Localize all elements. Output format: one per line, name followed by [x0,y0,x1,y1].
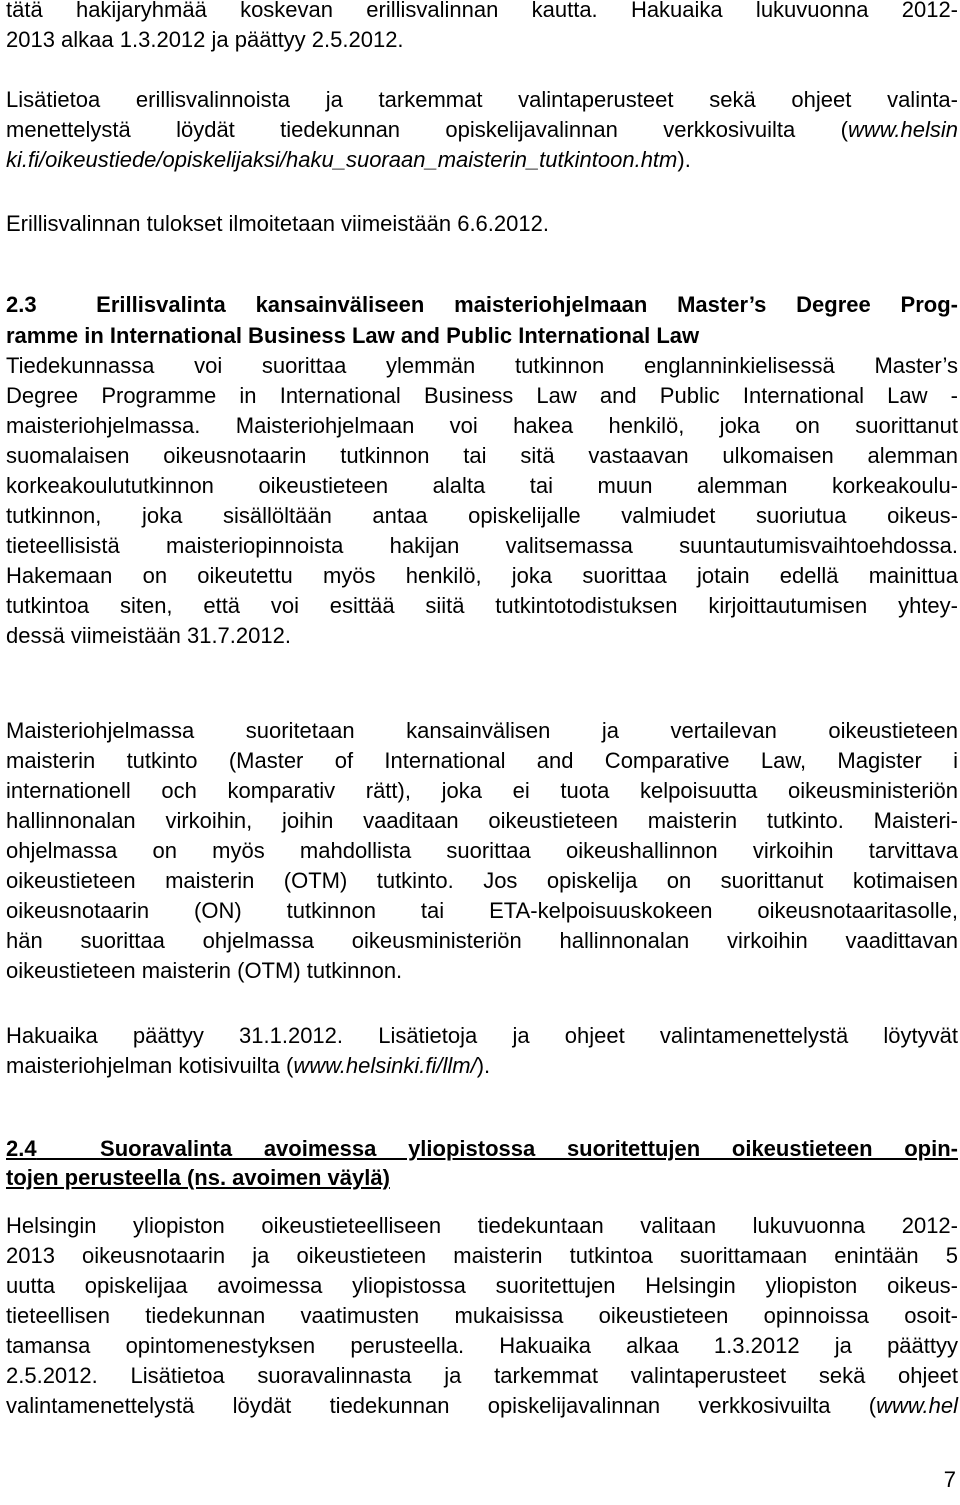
paragraph-line: korkeakoulututkinnon oikeustieteen alalta tai muun alemman korkeakoulu- [6,473,958,498]
section-heading-line: tojen perusteella (ns. avoimen väylä) [6,1165,390,1190]
section-heading-2-4 [6,1133,958,1192]
paragraph-line-text: valintamenettelystä löydät tiedekunnan opiskelijavalinnan verkkosivuilta ( [6,1393,877,1418]
info-paragraph [6,85,958,175]
paragraph-line [6,1051,958,1081]
section-title: Suoravalinta avoimessa yliopistossa suoritettujen oikeustieteen opin- [100,1136,958,1161]
section-heading-2-3 [6,289,958,351]
intro-paragraph [6,0,958,55]
paragraph-line: hallinnonalan virkoihin, joihin vaaditaan oikeustieteen maisterin tutkinto. Maisteri- [6,808,958,833]
intro-line: tätä hakijaryhmää koskevan erillisvalinnan kautta. Hakuaika lukuvuonna 2012- [6,0,958,22]
info-line-text: ). [677,147,691,172]
paragraph-line: tieteellisen tiedekunnan vaatimusten mukaisissa oikeustieteen opinnoissa osoit- [6,1303,958,1328]
paragraph-line: tamansa opintomenestyksen perusteella. Hakuaika alkaa 1.3.2012 ja päättyy [6,1333,958,1358]
paragraph-line: tutkintoa siten, että voi esittää siitä tutkintotodistuksen kirjoittautumisen yhtey- [6,593,958,618]
website-link[interactable]: www.hel [876,1393,958,1418]
info-line [6,115,958,145]
website-link[interactable]: ki.fi/oikeustiede/opiskelijaksi/haku_suoraan_maisterin_tutkintoon.htm [6,147,678,172]
paragraph-line: Hakemaan on oikeutettu myös henkilö, joka suorittaa jotain edellä mainittua [6,563,958,588]
section-number: 2.4 [6,1136,37,1161]
section-2-3-paragraph-1 [6,351,958,651]
section-heading-line [6,289,958,320]
paragraph-line-text: maisteriohjelman kotisivuilta ( [6,1053,294,1078]
section-2-3-deadline [6,1021,958,1081]
paragraph-line: uutta opiskelijaa avoimessa yliopistossa suoritettujen Helsingin yliopiston oikeus- [6,1273,958,1298]
results-notice-text: Erillisvalinnan tulokset ilmoitetaan viimeistään 6.6.2012. [6,211,549,236]
paragraph-line: internationell och komparativ rätt), joka ei tuota kelpoisuutta oikeusministeriön [6,778,958,803]
llm-website-link[interactable]: www.helsinki.fi/llm/ [293,1053,477,1078]
paragraph-line-text: ). [476,1053,491,1078]
paragraph-line: oikeustieteen maisterin (OTM) tutkinto. Jos opiskelija on suorittanut kotimaisen [6,868,958,893]
paragraph-line: Helsingin yliopiston oikeustieteelliseen tiedekuntaan valitaan lukuvuonna 2012- [6,1213,958,1238]
section-2-4-paragraph [6,1211,958,1421]
paragraph-line: maisteriohjelmassa. Maisteriohjelmaan voi hakea henkilö, joka on suorittanut [6,413,958,438]
section-title: Erillisvalinta kansainväliseen maisteriohjelmaan Master’s Degree Prog- [96,292,958,317]
paragraph-line: Maisteriohjelmassa suoritetaan kansainvälisen ja vertailevan oikeustieteen [6,718,958,743]
paragraph-line [6,1391,958,1421]
paragraph-line: Degree Programme in International Business Law and Public International Law - [6,383,958,408]
paragraph-line: ohjelmassa on myös mahdollista suorittaa oikeushallinnon virkoihin tarvittava [6,838,958,863]
info-line [6,145,958,175]
section-2-3-paragraph-2 [6,716,958,986]
paragraph-line: tieteellisistä maisteriopinnoista hakijan valitsemassa suuntautumisvaihtoehdossa. [6,533,958,558]
intro-line: 2013 alkaa 1.3.2012 ja päättyy 2.5.2012. [6,27,404,52]
paragraph-line: hän suorittaa ohjelmassa oikeusministeriön hallinnonalan virkoihin vaadittavan [6,928,958,953]
results-notice [6,209,958,239]
section-number: 2.3 [6,292,37,317]
paragraph-line: oikeustieteen maisterin (OTM) tutkinnon. [6,958,403,983]
paragraph-line: oikeusnotaarin (ON) tutkinnon tai ETA-kelpoisuuskokeen oikeusnotaaritasolle, [6,898,958,923]
website-link[interactable]: www.helsin [847,117,958,142]
paragraph-line: 2.5.2012. Lisätietoa suoravalinnasta ja tarkemmat valintaperusteet sekä ohjeet [6,1363,958,1388]
info-line-text: menettelystä löydät tiedekunnan opiskelijavalinnan verkkosivuilta ( [6,117,848,142]
paragraph-line: 2013 oikeusnotaarin ja oikeustieteen maisterin tutkintoa suorittamaan enintään 5 [6,1243,958,1268]
section-heading-line [6,1133,958,1164]
paragraph-line: tutkinnon, joka sisällöltään antaa opiskelijalle valmiudet suoriutua oikeus- [6,503,958,528]
paragraph-line: Hakuaika päättyy 31.1.2012. Lisätietoja ja ohjeet valintamenettelystä löytyvät [6,1023,958,1048]
paragraph-line: dessä viimeistään 31.7.2012. [6,623,291,648]
paragraph-line: Tiedekunnassa voi suorittaa ylemmän tutkinnon englanninkielisessä Master’s [6,353,958,378]
section-heading-line: ramme in International Business Law and Public International Law [6,323,700,348]
paragraph-line: maisterin tutkinto (Master of International and Comparative Law, Magister i [6,748,958,773]
page-number: 7 [943,1467,956,1492]
paragraph-line: suomalaisen oikeusnotaarin tutkinnon tai sitä vastaavan ulkomaisen alemman [6,443,958,468]
info-line: Lisätietoa erillisvalinnoista ja tarkemmat valintaperusteet sekä ohjeet valinta- [6,87,958,112]
